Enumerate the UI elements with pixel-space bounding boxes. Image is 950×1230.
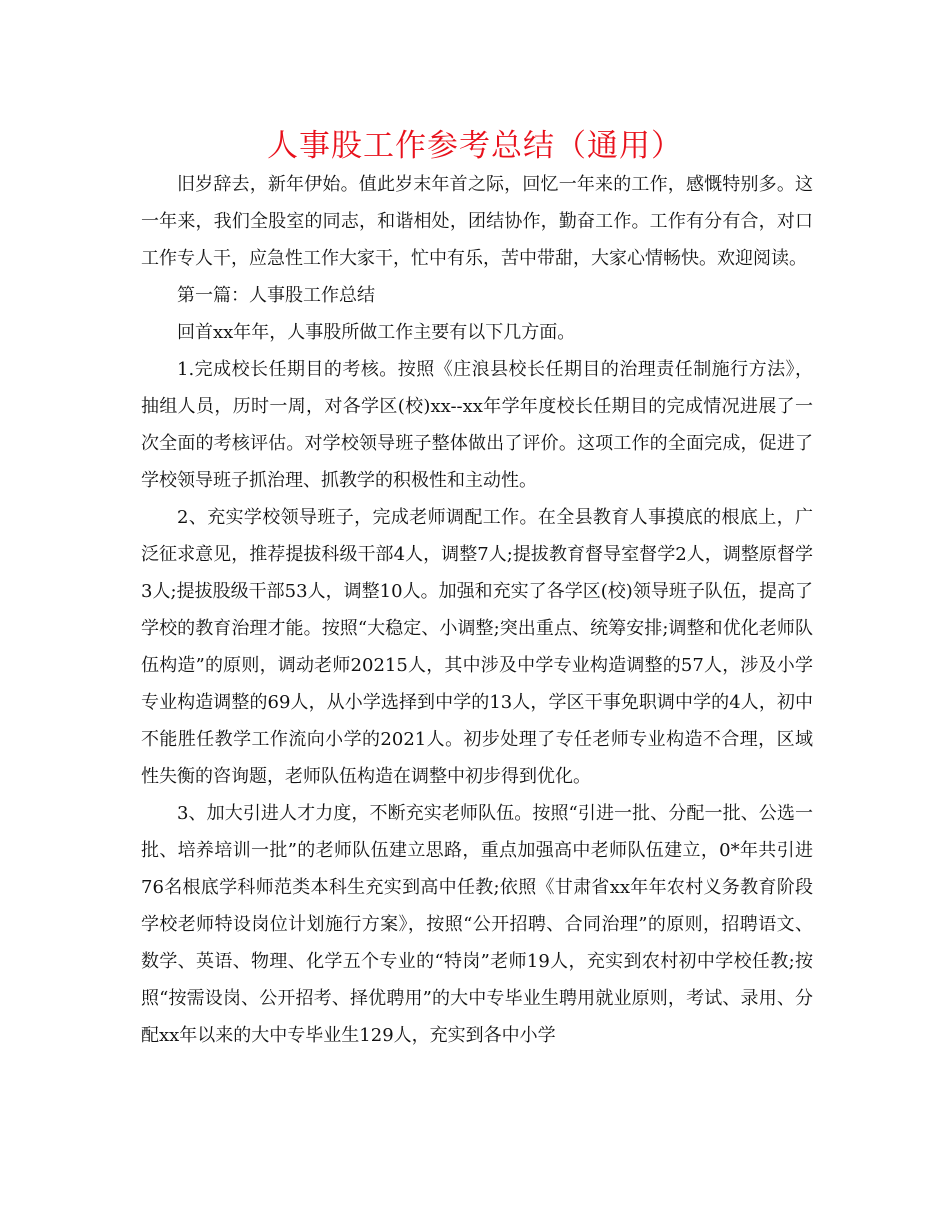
paragraph-intro: 旧岁辞去，新年伊始。值此岁末年首之际，回忆一年来的工作，感慨特别多。这一年来，我们全股室的同志，和谐相处，团结协作，勤奋工作。工作有分有合，对口工作专人干，应急性工作大家干，忙中有乐，苦中带甜，大家心情畅快。欢迎阅读。 — [141, 174, 813, 269]
document-title: 人事股工作参考总结（通用） — [267, 128, 683, 164]
paragraph-item-3: 3、加大引进人才力度，不断充实老师队伍。按照“引进一批、分配一批、公选一批、培养培训一批”的老师队伍建立思路，重点加强高中老师队伍建立，0*年共引进76名根底学科师范类本科生充实到高中任教;依照《甘肃省xx年年农村义务教育阶段学校老师特设岗位计划施行方案》，按照“公开招聘、合同治理”的原则，招聘语文、数学、英语、物理、化学五个专业的“特岗”老师19人，充实到农村初中学校任教;按照“按需设岗、公开招考、择优聘用”的大中专毕业生聘用就业原则，考试、录用、分配xx年以来的大中专毕业生129人，充实到各中小学 — [141, 803, 813, 1046]
document-body — [141, 166, 813, 1054]
paragraph-section-heading: 第一篇：人事股工作总结 — [177, 285, 375, 306]
paragraph-item-1: 1.完成校长任期目的考核。按照《庄浪县校长任期目的治理责任制施行方法》，抽组人员，历时一周，对各学区(校)xx--xx年学年度校长任期目的完成情况进展了一次全面的考核评估。对学校领导班子整体做出了评价。这项工作的全面完成，促进了学校领导班子抓治理、抓教学的积极性和主动性。 — [141, 359, 813, 491]
paragraph-overview: 回首xx年年，人事股所做工作主要有以下几方面。 — [177, 322, 576, 343]
paragraph-item-2: 2、充实学校领导班子，完成老师调配工作。在全县教育人事摸底的根底上，广泛征求意见，推荐提拔科级干部4人，调整7人;提拔教育督导室督学2人，调整原督学3人;提拔股级干部53人，调整10人。加强和充实了各学区(校)领导班子队伍，提高了学校的教育治理才能。按照“大稳定、小调整;突出重点、统筹安排;调整和优化老师队伍构造”的原则，调动老师20215人，其中涉及中学专业构造调整的57人，涉及小学专业构造调整的69人，从小学选择到中学的13人，学区干事免职调中学的4人，初中不能胜任教学工作流向小学的2021人。初步处理了专任老师专业构造不合理，区域性失衡的咨询题，老师队伍构造在调整中初步得到优化。 — [141, 507, 813, 787]
